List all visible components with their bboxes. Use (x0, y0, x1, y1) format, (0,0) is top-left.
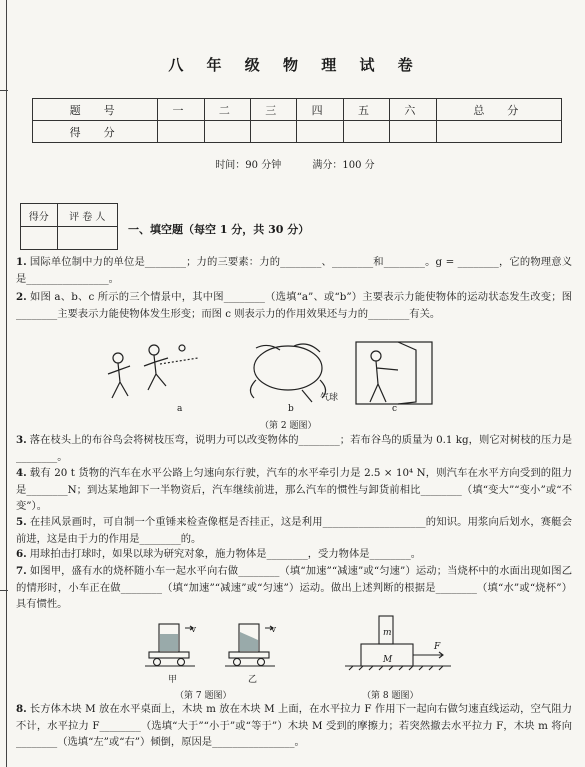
question-4 (16, 465, 572, 515)
question-text: 国际单位制中力的单位是________；力的三要素：力的________、________和________。g = ________，它的物理意义是________________。 (16, 256, 572, 285)
figure-7-velocity-label: v (271, 625, 277, 635)
score-cell: 二 (204, 99, 250, 121)
figure-2-caption: （第 2 题图） (260, 421, 317, 431)
score-cell: 得 分 (33, 121, 158, 143)
question-text: 载有 20 t 货物的汽车在水平公路上匀速向东行驶，汽车的水平牵引力是 2.5 × 10⁴ N，则汽车在水平方向受到的阻力是________N；到达某地卸下一半物资后，汽车继续前进，那么汽车的惯性与卸货前相比________（填“变大”“变小”或“不变”）。 (16, 467, 572, 512)
question-text: 长方体木块 M 放在水平桌面上，木块 m 放在木块 M 上面，在水平拉力 F 作用下一起向右做匀速直线运动，空气阻力不计，水平拉力 F________（选填“大于”“小于”或“等于”）木块 M 受到的摩擦力；若突然撤去水平拉力 F，木块 m 将向________（选填“左”或“右”）倾倒，原因是________________。 (16, 703, 572, 748)
grader-score-label: 得分 (21, 204, 58, 227)
score-blank[interactable] (343, 121, 389, 143)
grader-box (20, 203, 118, 250)
question-number: 7. (16, 565, 27, 577)
question-number: 5. (16, 516, 27, 528)
score-blank[interactable] (251, 121, 297, 143)
figure-7-cart-jia (145, 624, 195, 666)
question-number: 2. (16, 291, 27, 303)
figure-2b-label: b (288, 404, 294, 414)
figure-2b-balloon-squeeze (250, 344, 325, 402)
score-blank[interactable] (390, 121, 436, 143)
figure-7-jia-label: 甲 (168, 675, 178, 685)
score-table (32, 98, 562, 143)
score-cell: 题 号 (33, 99, 158, 121)
question-text: 用球拍击打球时，如果以球为研究对象，施力物体是________，受力物体是________。 (29, 548, 422, 560)
full-score: 满分：100 分 (312, 160, 375, 171)
question-number: 6. (16, 548, 27, 560)
time-info (10, 156, 580, 171)
question-2 (16, 289, 572, 322)
figure-7-yi-label: 乙 (248, 675, 258, 685)
question-8 (16, 701, 572, 751)
figure-8-M-label: M (383, 655, 393, 665)
score-blank[interactable] (158, 121, 204, 143)
score-cell: 四 (297, 99, 343, 121)
score-cell: 一 (158, 99, 204, 121)
question-7 (16, 563, 572, 613)
score-table-score-row (33, 121, 562, 143)
question-text: 在挂风景画时，可自制一个重锤来检查像框是否挂正，这是利用____________________的知识。用浆向后划水，赛艇会前进，这是由于力的作用是________的。 (16, 516, 572, 545)
figure-2a-label: a (177, 404, 183, 414)
figure-2-balloon-label: 气球 (320, 393, 339, 403)
question-number: 1. (16, 256, 27, 268)
question-text: 如图甲，盛有水的烧杯随小车一起水平向右做________（填“加速”“减速”或“匀速”）运动；当烧杯中的水面出现如图乙的情形时，小车正在做________（填“加速”“减速”或“匀速”）运动。做出上述判断的根据是________（填“水”或“烧杯”）具有惯性。 (16, 565, 572, 610)
question-5 (16, 514, 572, 547)
question-6 (16, 546, 572, 563)
figure-8-force-arrow (413, 652, 443, 658)
score-blank[interactable] (204, 121, 250, 143)
question-text: 如图 a、b、c 所示的三个情景中，其中图________（选填“a”、或“b”）主要表示力能使物体的运动状态发生改变；图________主要表示力能使物体发生形变；而图 c 则表示力的作用效果还与力的________有关。 (16, 291, 572, 320)
question-number: 3. (16, 434, 27, 446)
figure-7-velocity-label: v (191, 625, 197, 635)
figure-2c-door-push (356, 342, 432, 404)
question-3 (16, 432, 572, 465)
score-cell: 五 (343, 99, 389, 121)
figure-2-illustrations (98, 340, 438, 412)
binding-line (0, 0, 7, 767)
question-number: 8. (16, 703, 27, 715)
grader-reviewer-blank[interactable] (57, 227, 117, 250)
score-cell: 总 分 (436, 99, 561, 121)
exam-page (10, 0, 580, 767)
figure-2c-label: c (392, 404, 398, 414)
binding-mark (0, 590, 8, 591)
figure-8-m-label: m (383, 628, 392, 638)
section-heading: 一、填空题（每空 1 分，共 30 分） (128, 223, 310, 236)
score-table-header-row (33, 99, 562, 121)
grader-reviewer-label: 评 卷 人 (57, 204, 117, 227)
score-cell: 三 (251, 99, 297, 121)
figure-7-caption: （第 7 题图） (175, 691, 232, 701)
question-1 (16, 254, 572, 287)
exam-time: 时间：90 分钟 (215, 160, 282, 171)
figure-7-cart-yi (225, 624, 275, 666)
figure-8-caption: （第 8 题图） (362, 691, 419, 701)
question-number: 4. (16, 467, 27, 479)
figure-2a-soccer-players (108, 345, 198, 398)
grader-score-blank[interactable] (21, 227, 58, 250)
figure-8-F-label: F (434, 642, 441, 652)
score-blank[interactable] (297, 121, 343, 143)
score-cell: 六 (390, 99, 436, 121)
exam-title: 八 年 级 物 理 试 卷 (168, 56, 422, 74)
score-blank[interactable] (436, 121, 561, 143)
question-text: 落在枝头上的布谷鸟会将树枝压弯，说明力可以改变物体的________；若布谷鸟的质量为 0.1 kg，则它对树枝的压力是________。 (16, 434, 572, 463)
binding-mark (0, 90, 8, 91)
